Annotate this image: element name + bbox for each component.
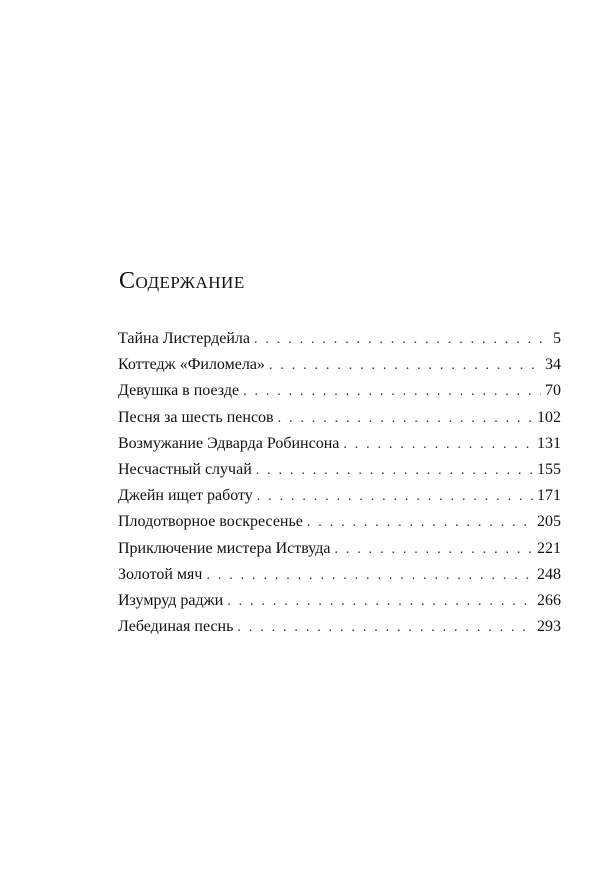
toc-entry-title: Несчастный случай	[118, 460, 252, 478]
toc-entry	[118, 483, 561, 509]
dot-leader	[278, 406, 533, 431]
dot-leader	[243, 379, 541, 404]
toc-entry	[118, 536, 561, 562]
toc-entry-title: Плодотворное воскресенье	[118, 513, 303, 531]
toc-entry	[118, 431, 561, 457]
dot-leader	[343, 432, 533, 457]
toc-entry-page: 155	[537, 460, 561, 478]
toc-entry-title: Лебединая песнь	[118, 618, 234, 636]
toc-entry	[118, 405, 561, 431]
toc-entry-title: Тайна Листердейла	[118, 330, 250, 347]
toc-entry-page: 293	[537, 618, 561, 636]
toc-entry-page: 205	[537, 513, 561, 531]
dot-leader	[269, 353, 541, 378]
dot-leader	[227, 589, 533, 614]
toc-entry	[118, 562, 561, 588]
toc-entry-title: Приключение мистера Иствуда	[118, 539, 331, 557]
toc-entry-title: Изумруд раджи	[118, 591, 224, 609]
toc-entry-page: 131	[537, 434, 561, 452]
toc-entry-title: Коттедж «Филомела»	[118, 356, 265, 374]
toc-entry-title: Песня за шесть пенсов	[118, 408, 274, 426]
toc-entry	[118, 352, 561, 378]
dot-leader	[256, 458, 533, 483]
toc-entry-title: Возмужание Эдварда Робинсона	[118, 434, 340, 452]
toc-entry	[118, 457, 561, 483]
toc-entry	[118, 614, 561, 640]
toc-entry-page: 248	[537, 565, 561, 583]
dot-leader	[206, 563, 533, 588]
toc-entry-page: 5	[553, 330, 561, 347]
dot-leader	[307, 510, 533, 535]
toc-entry-title: Золотой мяч	[118, 565, 203, 583]
toc-entry	[118, 588, 561, 614]
toc-heading: Содержание	[119, 268, 245, 294]
toc-entry-title: Девушка в поезде	[118, 382, 240, 400]
dot-leader	[237, 615, 533, 640]
toc-entry-page: 34	[545, 356, 561, 374]
toc-entry-page: 102	[537, 408, 561, 426]
toc-entry-page: 70	[545, 382, 561, 400]
dot-leader	[334, 537, 533, 562]
toc-entry	[118, 378, 561, 404]
toc-entry-page: 221	[537, 539, 561, 557]
toc-entry-title: Джейн ищет работу	[118, 487, 253, 505]
dot-leader	[257, 484, 533, 509]
toc-entry-page: 266	[537, 591, 561, 609]
dot-leader	[254, 327, 549, 352]
toc-entry-page: 171	[537, 487, 561, 505]
toc-entry	[118, 326, 561, 352]
toc-list	[118, 326, 561, 640]
toc-entry	[118, 509, 561, 535]
